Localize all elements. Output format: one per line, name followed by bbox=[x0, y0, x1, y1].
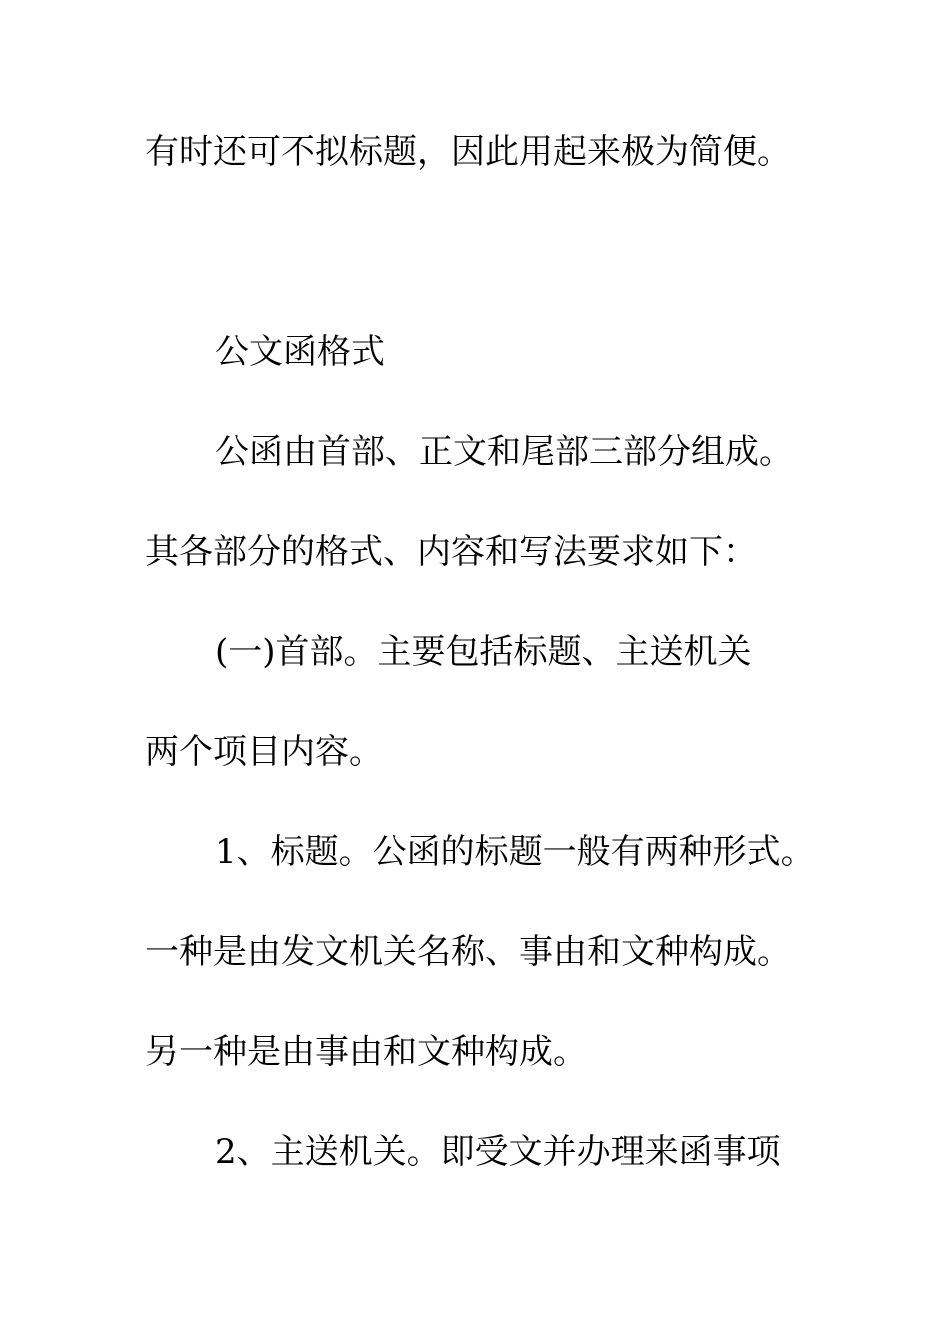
paragraph-line-1: 有时还可不拟标题，因此用起来极为简便。 bbox=[145, 132, 791, 172]
paragraph-line-9: 2、主送机关。即受文并办理来函事项 bbox=[215, 1132, 781, 1172]
paragraph-line-8: 另一种是由事由和文种构成。 bbox=[145, 1032, 587, 1072]
paragraph-line-5: 两个项目内容。 bbox=[145, 732, 383, 772]
paragraph-line-4: (一)首部。主要包括标题、主送机关 bbox=[215, 632, 752, 672]
paragraph-line-6: 1、标题。公函的标题一般有两种形式。 bbox=[215, 832, 815, 872]
section-heading: 公文函格式 bbox=[215, 332, 385, 372]
paragraph-line-2: 公函由首部、正文和尾部三部分组成。 bbox=[215, 432, 793, 472]
paragraph-line-3: 其各部分的格式、内容和写法要求如下： bbox=[145, 532, 757, 572]
paragraph-line-7: 一种是由发文机关名称、事由和文种构成。 bbox=[145, 932, 791, 972]
